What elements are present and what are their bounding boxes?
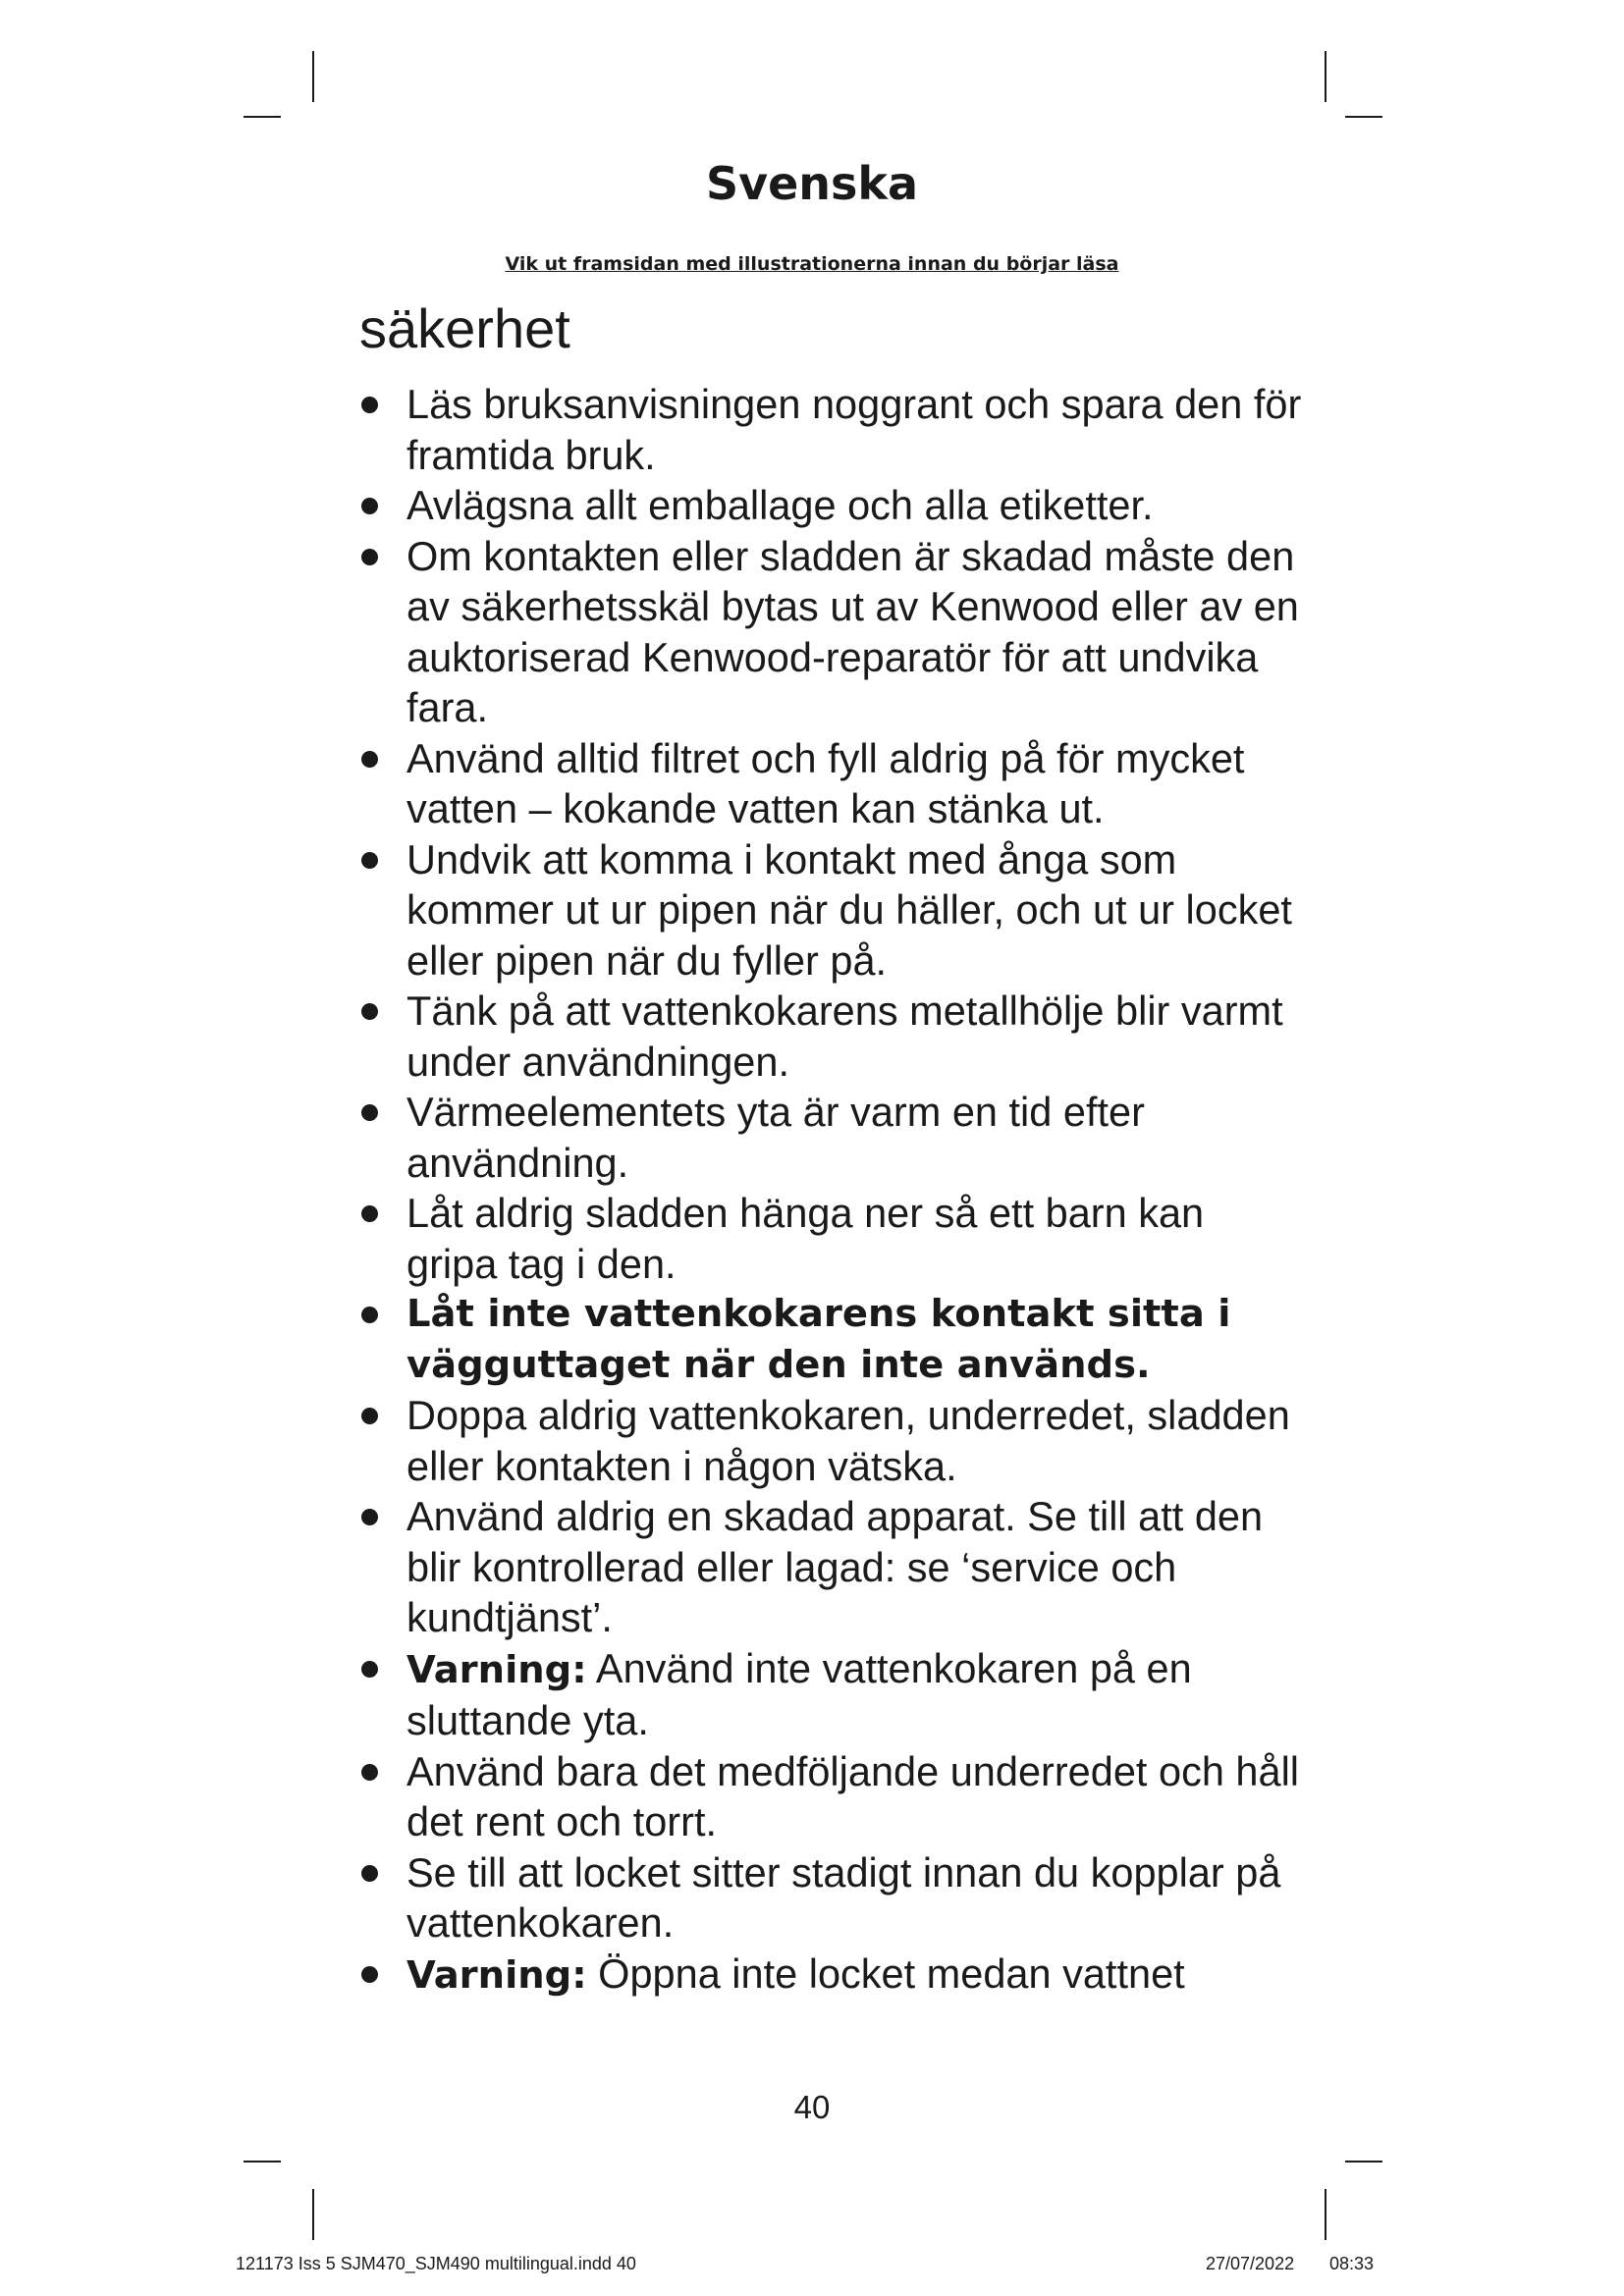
safety-item-text: Om kontakten eller sladden är skadad måste den av säkerhetsskäl bytas ut av Kenwood eller av en auktoriserad Kenwood-reparatör för att undvika fara. xyxy=(406,532,1299,730)
safety-item-text: Använd aldrig en skadad apparat. Se till att den blir kontrollerad eller lagad: se ‘service och kundtjänst’. xyxy=(406,1493,1264,1640)
bullet-icon xyxy=(361,1205,378,1222)
crop-mark xyxy=(244,2161,281,2163)
crop-mark xyxy=(312,2189,314,2240)
bullet-icon xyxy=(361,1661,378,1678)
safety-item-text: Använd alltid filtret och fyll aldrig på för mycket vatten – kokande vatten kan stänka ut. xyxy=(406,734,1245,831)
warning-label: Varning: xyxy=(406,1647,587,1692)
crop-mark xyxy=(1345,116,1382,118)
bullet-icon xyxy=(361,397,378,413)
language-title: Svenska xyxy=(705,157,919,210)
safety-item xyxy=(359,1847,1302,1949)
safety-item xyxy=(359,1949,1302,2002)
safety-item-text: Låt inte vattenkokarens kontakt sitta i vägguttaget när den inte används. xyxy=(406,1292,1231,1387)
safety-item xyxy=(359,1491,1302,1643)
bullet-icon xyxy=(361,1966,378,1983)
warning-label: Varning: xyxy=(406,1952,587,1998)
safety-item xyxy=(359,1188,1302,1289)
safety-item-text: Doppa aldrig vattenkokaren, underredet, sladden eller kontakten i någon vätska. xyxy=(406,1392,1290,1489)
safety-item-text: Läs bruksanvisningen noggrant och spara den för framtida bruk. xyxy=(406,381,1302,478)
safety-item xyxy=(359,1643,1302,1746)
safety-item xyxy=(359,379,1302,480)
crop-mark xyxy=(1325,51,1326,102)
safety-item-text: Låt aldrig sladden hänga ner så ett barn kan gripa tag i den. xyxy=(406,1190,1205,1287)
bullet-icon xyxy=(361,1764,378,1781)
bullet-icon xyxy=(361,1307,378,1323)
bullet-icon xyxy=(361,1408,378,1424)
section-heading: säkerhet xyxy=(359,297,570,359)
print-slug-time: 08:33 xyxy=(1329,2254,1375,2273)
safety-item-text: Värmeelementets yta är varm en tid efter användning. xyxy=(406,1089,1145,1186)
bullet-icon xyxy=(361,751,378,768)
safety-item-text: Använd bara det medföljande underredet och håll det rent och torrt. xyxy=(406,1747,1300,1844)
print-slug-file: 121173 Iss 5 SJM470_SJM490 multilingual.indd 40 xyxy=(236,2254,636,2273)
safety-item xyxy=(359,986,1302,1087)
safety-item xyxy=(359,531,1302,733)
page-number: 40 xyxy=(793,2089,831,2125)
safety-item-text: Använd inte vattenkokaren på en sluttande yta. xyxy=(406,1644,1192,1743)
safety-item-emphasized xyxy=(359,1289,1302,1390)
print-slug-date: 27/07/2022 xyxy=(1206,2254,1295,2273)
crop-mark xyxy=(1345,2161,1382,2163)
safety-item-text: Undvik att komma i kontakt med ånga som kommer ut ur pipen när du häller, och ut ur locket eller pipen när du fyller på. xyxy=(406,835,1292,984)
crop-mark xyxy=(244,116,281,118)
bullet-icon xyxy=(361,1509,378,1525)
bullet-icon xyxy=(361,498,378,514)
crop-mark xyxy=(312,51,314,102)
crop-mark xyxy=(1325,2189,1326,2240)
safety-item-text: Avlägsna allt emballage och alla etiketter. xyxy=(406,482,1154,528)
bullet-icon xyxy=(361,549,378,565)
safety-item-text: Tänk på att vattenkokarens metallhölje blir varmt under användningen. xyxy=(406,988,1283,1085)
safety-item xyxy=(359,834,1302,987)
bullet-icon xyxy=(361,852,378,869)
bullet-icon xyxy=(361,1104,378,1121)
safety-item-text: Öppna inte locket medan vattnet xyxy=(598,1949,1185,1997)
safety-item xyxy=(359,1390,1302,1491)
safety-item-text: Se till att locket sitter stadigt innan du kopplar på vattenkokaren. xyxy=(406,1848,1281,1946)
safety-list xyxy=(359,379,1302,2001)
safety-item xyxy=(359,1087,1302,1188)
fold-out-instruction: Vik ut framsidan med illustrationerna innan du börjar läsa xyxy=(505,253,1119,275)
bullet-icon xyxy=(361,1865,378,1882)
bullet-icon xyxy=(361,1003,378,1020)
safety-item xyxy=(359,733,1302,834)
safety-item xyxy=(359,480,1302,531)
safety-item xyxy=(359,1746,1302,1847)
